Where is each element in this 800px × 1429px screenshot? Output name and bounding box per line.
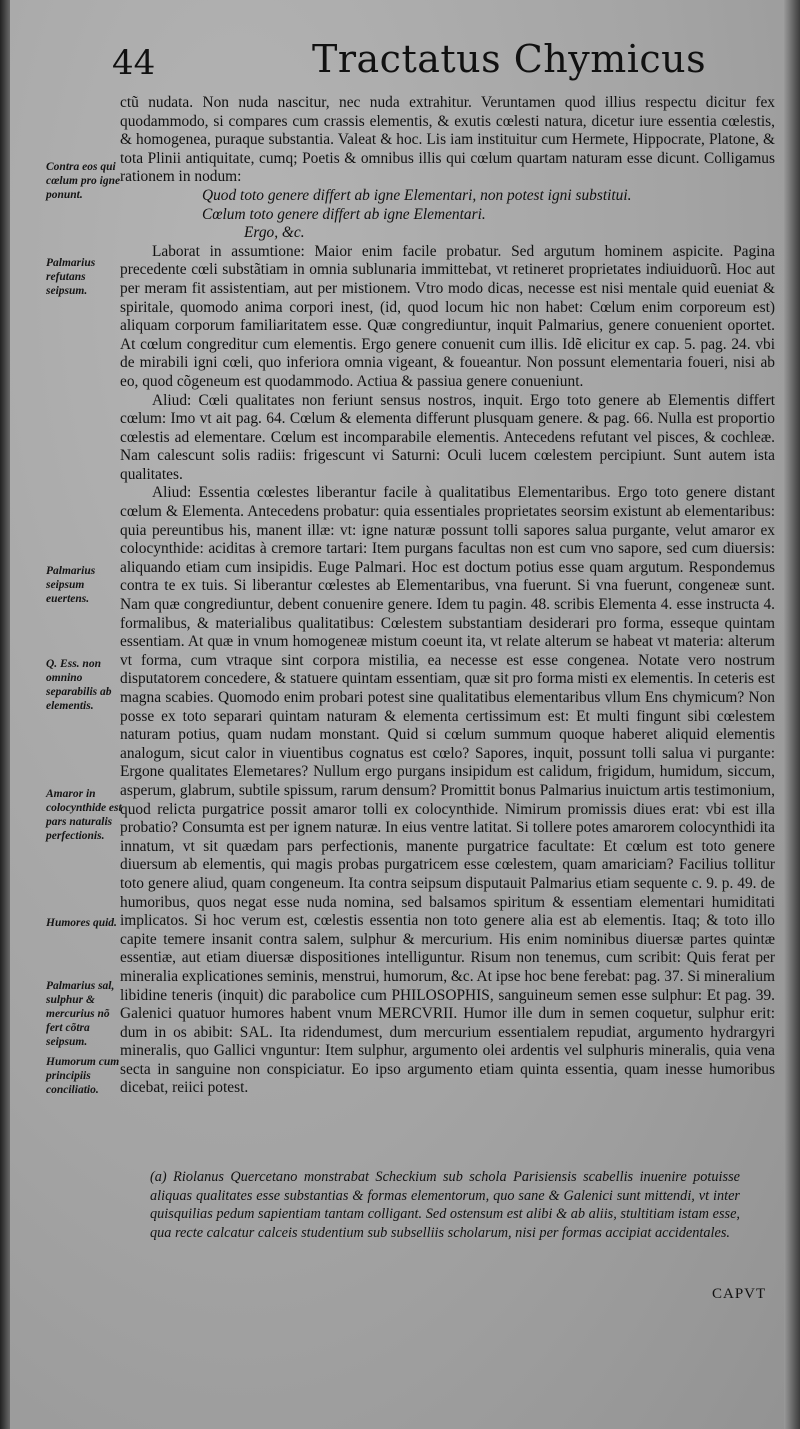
footnote: (a) Riolanus Quercetano monstrabat Scheckium sub schola Parisiensis scabellis inuenire potuisse aliquas qualitates esse substantias & formas elementorum, quo sane & Galenici sunt mittendi, vt inter quisquilias pedum sapientiam tantam colligant. Sed ostensum est alibi & ab aliis, stultitiam istam esse, qua recte calcatur calceis studentium sub subselliis scholarum, nisi per formas accipiat accidentales.: [150, 1169, 740, 1241]
main-text: [120, 94, 775, 1098]
page-edge-right: [784, 0, 800, 1429]
paragraph: Aliud: Cœli qualitates non feriunt sensus nostros, inquit. Ergo toto genere ab Elementis differt cœlum: Imo vt ait pag. 64. Cœlum & elementa differunt plusquam genere. & pag. 66. Nulla est proportio cœlestis ad elementare. Cœlum est incomparabile elementis. Antecedens refutant vel pisces, & cochleæ. Nam calescunt solis radiis: frigescunt vi Saturni: Oculi lucem cœlestem percipiunt. Sunt autem ista qualitates.: [120, 391, 775, 483]
marginal-note: Q. Ess. non omnino separabilis ab elementis.: [46, 658, 112, 712]
marginal-note: Amaror in colocynthide est pars naturalis perfectionis.: [46, 788, 122, 842]
paragraph: Aliud: Essentia cœlestes liberantur facile à qualitatibus Elementaribus. Ergo toto genere distant cœlum & Elementa. Antecedens probatur: quia essentiales proprietates seorsim existunt ab elementaribus: quia pereuntibus his, manent illæ: vt: igne naturæ possunt tolli sapores salua purgante, velut amaror ex colocynthide: aciditas à cremore tartari: Item purgans facultas non est cum vno sapore, sed cum diuersis: aliquando etiam cum insipidis. Euge Palmari. Hoc est doctum potius esse quam argutum. Respondemus contra te ex tuis. Si liberantur cœlestes ab Elementaribus, vna fuerunt. Si vna fuerunt, congeneæ sunt. Nam quæ congrediuntur, debent conuenire genere. Idem tu pagin. 48. scribis Elementa 4. esse instructa 4. formalibus, & materialibus qualitatibus: Cœlestem substantiam desiderari pro forma, esseque quintam essentiam. At quæ in vnum homogeneæ mistum coeunt ita, vt relate alterum se habeat vt materia: alterum vt forma, cum vtraque sint corpora mistilia, ea necesse est esse congenea. Notate vero nostrum disputatorem concedere, & statuere quintam essentiam, quæ sit pro forma misti ex elementis. In ceteris est magna scabies. Quomodo enim probari potest sine qualitatibus elementaribus vllum Ens chymicum? Non posse ex toto separari quintam naturam & elementa certissimum est: Et multi fingunt sibi cœlestem naturam potius, quam nudam monstant. Quid si cœlum summum quoque haberet aliquid elementis analogum, sicut calor in viuentibus cognatus est cœlo? Sapores, inquit, possunt tolli salua vi purgante: Ergone qualitates Elemetares? Nullum ergo purgans insipidum est calidum, frigidum, humidum, siccum, asperum, glabrum, subtile spissum, rarum densum? Promittit bonus Palmarius inuictum artis testimonium, quod relicta purgatrice possit amaror tolli ex colocynthide. Nimirum promissis diues erat: vbi est illa probatio? Consumta est per ignem naturæ. In eius ventre latitat. Si tollere potes amarorem colocynthidi ita innatum, vt sit quædam pars perfectionis, manente purgatrice facultate: Et cœlum est toto genere diuersum ab elementis, qui magis probas purgatricem esse cœlestem, quam amariciam? Facilius tollitur toto genere aliud, quam congeneum. Ita contra seipsum disputauit Palmarius etiam sequente c. 9. p. 49. de humoribus, quos negat esse nuda nomina, sed balsamos spiritum & essentiam elementari humiditati implicatos. Si hoc verum est, cœlestis essentia non toto genere alia est ab elementis. Itaq; & toto illo capite temere insanit contra salem, sulphur & mercurium. His enim nominibus diuersæ partes quintæ essentiæ, aut etiam diuersæ dispositiones intelliguntur. Risum non tenemus, cum scribit: Quis ferat per mineralia explicationes seminis, menstrui, humorum, &c. At ipse hoc bene ferebat: pag. 37. Si mineralium libidine teneris (inquit) dic parabolice cum PHILOSOPHIS, sanguineum semen esse sulphur: Et pag. 39. Galenici quatuor humores habent vnum MERCVRII. Humor ille dum in semen coquetur, sulphur erit: dum in os abibit: SAL. Ita ridendumest, dum mercurium essentialem repudiat, argumento hydrargyri mineralis, quo Gallici vnguntur: Item sulphur, argumento olei ardentis vel sulphuris mineralis, quia vena secta in sanguine non conspiciatur. Eo ipso argumento etiam quinta essentia, quam inesse humoribus dicebat, reiici potest.: [120, 484, 775, 1097]
syllogism-conclusion: Ergo, &c.: [244, 224, 305, 242]
paragraph: ctũ nudata. Non nuda nascitur, nec nuda extrahitur. Veruntamen quod illius respectu dicitur fex quodammodo, si compares cum crassis elementis, & exutis cœlesti natura, dicetur iure essentia cœlestis, & homogenea, puraque substantia. Valeat & hoc. Lis iam instituitur cum Hermete, Hippocrate, Platone, & tota Plinii antiquitate, cumq; Poetis & omnibus illis qui cœlum quartam naturam esse dicunt. Colligamus rationem in nodum:: [120, 94, 775, 186]
marginal-note: Palmarius seipsum euertens.: [46, 565, 96, 605]
catchword: CAPVT: [712, 1286, 767, 1302]
running-title: Tractatus Chymicus: [312, 37, 707, 81]
marginal-note: Contra eos qui cœlum pro igne ponunt.: [46, 161, 121, 201]
marginal-note: Humorum cum principiis conciliatio.: [46, 1056, 120, 1096]
paragraph: Laborat in assumtione: Maior enim facile probatur. Sed argutum hominem aspicite. Pagina precedente cœli substãtiam in omnia sublunaria immittebat, vt retineret proprietates indiuiduorũ. Hoc aut per meram fit assistentiam, aut per mistionem. Vtro modo dicas, necesse est nisi mentale quid eueniat & spiritale, quomodo anima corpori inest, (id, quod locum hic non habet: Cœlum enim corporeum est) aliquam corporum familiaritatem esse. Quæ congrediuntur, inquit Palmarius, genere conuenient oportet. At cœlum congreditur cum elementis. Ergo genere conuenit cum illis. Idẽ elicitur ex cap. 5. pag. 24. vbi de mirabili igni cœli, quo inferiora omnia vigeant, & foueantur. Non possunt elementaria foueri, nisi ab eo, quod cõgeneum est quodammodo. Actiua & passiua genere conueniunt.: [120, 242, 775, 390]
page-edge-left: [0, 0, 10, 1429]
syllogism-major: Quod toto genere differt ab igne Elementari, non potest igni substitui.: [202, 186, 632, 204]
marginal-note: Palmarius refutans seipsum.: [46, 257, 96, 297]
marginal-note: Humores quid.: [46, 917, 117, 929]
syllogism-minor: Cœlum toto genere differt ab igne Elementari.: [202, 205, 486, 223]
marginal-note: Palmarius sal, sulphur & mercurius nõ fert cõtra seipsum.: [46, 980, 115, 1048]
page-number: 44: [112, 43, 156, 83]
